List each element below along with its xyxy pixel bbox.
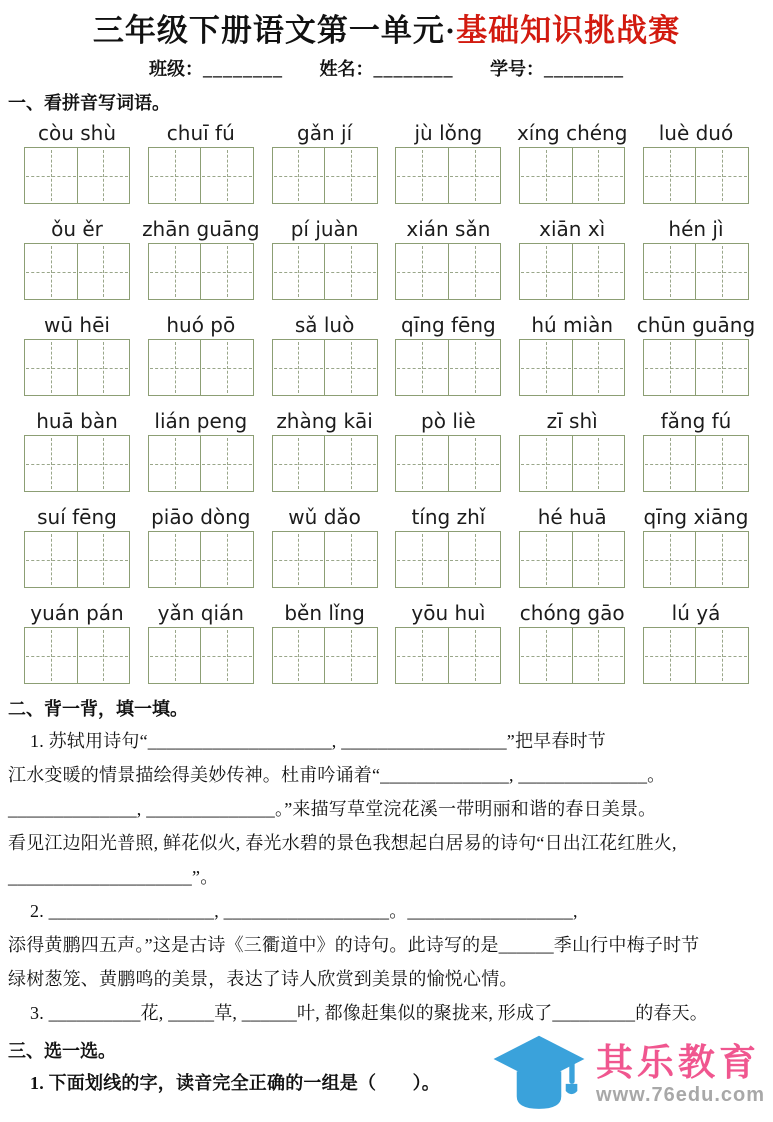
grid-cell — [25, 628, 77, 683]
pinyin-text: xíng chéng — [516, 121, 628, 145]
writing-grid — [395, 531, 501, 588]
pinyin-word-group — [24, 312, 130, 396]
pinyin-text: zī shì — [546, 409, 598, 433]
grid-cell — [200, 244, 253, 299]
grid-cell — [324, 436, 377, 491]
writing-grid — [272, 243, 378, 300]
writing-grid — [148, 147, 254, 204]
writing-grid — [148, 339, 254, 396]
pinyin-word-group — [148, 408, 254, 492]
section-1-heading: 一、看拼音写词语。 — [8, 93, 170, 113]
grid-cell — [77, 532, 130, 587]
writing-grid — [643, 243, 749, 300]
question-line: 2. __________________, __________________。__________________, — [30, 901, 578, 921]
pinyin-section — [24, 120, 756, 684]
id-label: 学号： — [490, 59, 544, 79]
pinyin-text: běn lǐng — [284, 601, 365, 625]
writing-grid — [272, 435, 378, 492]
pinyin-text: zhān guāng — [142, 217, 260, 241]
writing-grid — [272, 531, 378, 588]
pinyin-row — [24, 504, 749, 588]
pinyin-word-group — [395, 504, 501, 588]
pinyin-word-group — [519, 408, 625, 492]
pinyin-row — [24, 312, 756, 396]
grid-cell — [149, 436, 201, 491]
writing-grid — [24, 243, 130, 300]
pinyin-text: chūn guāng — [636, 313, 756, 337]
grid-cell — [520, 244, 572, 299]
question-line: 1. 苏轼用诗句“____________________, __________________”把早春时节 — [30, 731, 606, 751]
pinyin-word-group — [519, 600, 625, 684]
grid-cell — [695, 340, 748, 395]
writing-grid — [395, 339, 501, 396]
writing-grid — [272, 147, 378, 204]
grid-cell — [396, 340, 448, 395]
writing-grid — [395, 627, 501, 684]
grid-cell — [200, 436, 253, 491]
section-2-body — [8, 724, 765, 1030]
writing-grid — [24, 147, 130, 204]
pinyin-text: pò liè — [421, 409, 476, 433]
pinyin-text: chóng gāo — [519, 601, 625, 625]
pinyin-word-group — [519, 312, 625, 396]
writing-grid — [395, 243, 501, 300]
grid-cell — [695, 532, 748, 587]
grid-cell — [572, 532, 625, 587]
grid-cell — [695, 436, 748, 491]
question-line: ______________, ______________。”来描写草堂浣花溪一带明丽和谐的春日美景。 — [8, 799, 657, 819]
pinyin-text: sǎ luò — [294, 313, 355, 337]
pinyin-word-group — [395, 600, 501, 684]
pinyin-row — [24, 600, 749, 684]
pinyin-word-group — [272, 312, 378, 396]
id-blank: ________ — [544, 59, 624, 79]
writing-grid — [519, 627, 625, 684]
pinyin-text: qīng xiāng — [643, 505, 749, 529]
pinyin-word-group — [643, 408, 749, 492]
grid-cell — [448, 340, 501, 395]
grid-cell — [324, 244, 377, 299]
grid-cell — [149, 244, 201, 299]
grid-cell — [448, 532, 501, 587]
grid-cell — [520, 148, 572, 203]
writing-grid — [519, 147, 625, 204]
pinyin-word-group — [272, 600, 378, 684]
pinyin-text: jù lǒng — [414, 121, 483, 145]
pinyin-word-group — [272, 408, 378, 492]
pinyin-word-group — [148, 504, 254, 588]
pinyin-text: ǒu ěr — [51, 217, 103, 241]
logo — [490, 1032, 765, 1118]
grid-cell — [572, 148, 625, 203]
pinyin-row — [24, 120, 749, 204]
grid-cell — [149, 628, 201, 683]
pinyin-text: zhàng kāi — [276, 409, 373, 433]
pinyin-word-group — [24, 600, 130, 684]
title-prefix: 三年级下册语文第一单元· — [92, 13, 457, 48]
grid-cell — [25, 244, 77, 299]
pinyin-text: fǎng fú — [660, 409, 732, 433]
grid-cell — [396, 244, 448, 299]
section-2-heading: 二、背一背，填一填。 — [8, 699, 188, 719]
grid-cell — [520, 532, 572, 587]
pinyin-text: xiān xì — [539, 217, 606, 241]
pinyin-word-group — [24, 120, 130, 204]
writing-grid — [24, 339, 130, 396]
pinyin-word-group — [643, 600, 749, 684]
question-line: ____________________”。 — [8, 867, 219, 887]
writing-grid — [148, 531, 254, 588]
pinyin-text: xián sǎn — [406, 217, 491, 241]
writing-grid — [643, 435, 749, 492]
pinyin-text: gǎn jí — [297, 121, 353, 145]
pinyin-word-group — [272, 216, 378, 300]
writing-grid — [643, 531, 749, 588]
pinyin-word-group — [24, 504, 130, 588]
pinyin-row — [24, 216, 749, 300]
grid-cell — [273, 340, 325, 395]
grid-cell — [520, 340, 572, 395]
pinyin-word-group — [643, 216, 749, 300]
writing-grid — [643, 339, 749, 396]
grid-cell — [695, 244, 748, 299]
writing-grid — [643, 147, 749, 204]
grid-cell — [644, 244, 696, 299]
grid-cell — [324, 148, 377, 203]
grid-cell — [644, 340, 696, 395]
grid-cell — [520, 436, 572, 491]
pinyin-word-group — [395, 120, 501, 204]
grid-cell — [25, 340, 77, 395]
writing-grid — [148, 243, 254, 300]
pinyin-word-group — [516, 120, 628, 204]
class-label: 班级： — [149, 59, 203, 79]
pinyin-text: chuī fú — [166, 121, 235, 145]
grid-cell — [520, 628, 572, 683]
grid-cell — [644, 532, 696, 587]
pinyin-word-group — [24, 216, 130, 300]
pinyin-word-group — [636, 312, 756, 396]
writing-grid — [272, 339, 378, 396]
question-line: 1. 下面划线的字，读音完全正确的一组是（ ）。 — [30, 1073, 440, 1093]
grid-cell — [77, 148, 130, 203]
grid-cell — [273, 628, 325, 683]
pinyin-text: hén jì — [668, 217, 724, 241]
writing-grid — [24, 531, 130, 588]
grid-cell — [200, 628, 253, 683]
question-line: 绿树葱笼、黄鹏鸣的美景，表达了诗人欣赏到美景的愉悦心情。 — [8, 969, 518, 989]
pinyin-word-group — [643, 120, 749, 204]
pinyin-word-group — [148, 600, 254, 684]
pinyin-text: lián peng — [154, 409, 248, 433]
pinyin-word-group — [148, 120, 254, 204]
grid-cell — [324, 628, 377, 683]
pinyin-row — [24, 408, 749, 492]
pinyin-text: hú miàn — [531, 313, 614, 337]
grid-cell — [644, 148, 696, 203]
grid-cell — [324, 532, 377, 587]
grid-cell — [77, 628, 130, 683]
grid-cell — [448, 436, 501, 491]
grid-cell — [273, 436, 325, 491]
grid-cell — [644, 436, 696, 491]
grid-cell — [200, 148, 253, 203]
pinyin-text: còu shù — [37, 121, 117, 145]
pinyin-text: huā bàn — [36, 409, 118, 433]
grid-cell — [149, 148, 201, 203]
grid-cell — [25, 436, 77, 491]
section-3-heading: 三、选一选。 — [8, 1041, 116, 1061]
writing-grid — [519, 243, 625, 300]
pinyin-text: piāo dòng — [151, 505, 251, 529]
pinyin-word-group — [148, 312, 254, 396]
pinyin-word-group — [395, 408, 501, 492]
grid-cell — [396, 532, 448, 587]
writing-grid — [395, 435, 501, 492]
pinyin-text: huó pō — [166, 313, 236, 337]
grid-cell — [695, 628, 748, 683]
logo-brand: 其乐教育 — [596, 1042, 761, 1083]
grid-cell — [77, 244, 130, 299]
grid-cell — [396, 436, 448, 491]
class-blank: ________ — [203, 59, 283, 79]
pinyin-text: luè duó — [658, 121, 734, 145]
writing-grid — [148, 627, 254, 684]
logo-text — [596, 1043, 765, 1107]
writing-grid — [395, 147, 501, 204]
id-field — [490, 59, 624, 79]
grid-cell — [572, 436, 625, 491]
pinyin-word-group — [395, 216, 501, 300]
name-label: 姓名： — [319, 59, 374, 79]
student-info — [0, 56, 773, 82]
pinyin-text: pí juàn — [290, 217, 359, 241]
grid-cell — [396, 148, 448, 203]
pinyin-text: qīng fēng — [401, 313, 496, 337]
grid-cell — [77, 436, 130, 491]
page-title — [0, 0, 773, 51]
pinyin-text: yuán pán — [30, 601, 124, 625]
pinyin-word-group — [519, 216, 625, 300]
grid-cell — [644, 628, 696, 683]
grid-cell — [149, 340, 201, 395]
pinyin-word-group — [395, 312, 501, 396]
writing-grid — [148, 435, 254, 492]
grid-cell — [200, 340, 253, 395]
grid-cell — [200, 532, 253, 587]
writing-grid — [643, 627, 749, 684]
grid-cell — [77, 340, 130, 395]
writing-grid — [519, 531, 625, 588]
grid-cell — [149, 532, 201, 587]
pinyin-text: yōu huì — [411, 601, 486, 625]
grid-cell — [25, 148, 77, 203]
name-blank: ________ — [373, 59, 454, 79]
logo-url: www.76edu.com — [596, 1084, 765, 1106]
pinyin-word-group — [272, 504, 378, 588]
title-highlight: 基础知识挑战赛 — [456, 13, 681, 48]
pinyin-text: wǔ dǎo — [288, 505, 361, 529]
grid-cell — [273, 244, 325, 299]
grid-cell — [25, 532, 77, 587]
question-line: 添得黄鹏四五声。”这是古诗《三衢道中》的诗句。此诗写的是______季山行中梅子时节 — [8, 935, 700, 955]
pinyin-text: hé huā — [537, 505, 607, 529]
grid-cell — [273, 532, 325, 587]
writing-grid — [519, 435, 625, 492]
name-field — [320, 59, 454, 79]
grid-cell — [448, 148, 501, 203]
grid-cell — [572, 628, 625, 683]
grid-cell — [273, 148, 325, 203]
grid-cell — [572, 244, 625, 299]
pinyin-text: tíng zhǐ — [411, 505, 486, 529]
grid-cell — [324, 340, 377, 395]
pinyin-word-group — [643, 504, 749, 588]
pinyin-word-group — [519, 504, 625, 588]
class-field — [149, 59, 283, 79]
pinyin-text: lú yá — [671, 601, 721, 625]
pinyin-text: wū hēi — [44, 313, 110, 337]
writing-grid — [24, 435, 130, 492]
question-line: 3. __________花, _____草, ______叶, 都像赶集似的聚拢来, 形成了_________的春天。 — [30, 1003, 708, 1023]
pinyin-word-group — [142, 216, 260, 300]
pinyin-text: yǎn qián — [157, 601, 244, 625]
writing-grid — [272, 627, 378, 684]
grid-cell — [572, 340, 625, 395]
writing-grid — [519, 339, 625, 396]
grid-cell — [448, 244, 501, 299]
writing-grid — [24, 627, 130, 684]
pinyin-word-group — [272, 120, 378, 204]
pinyin-text: suí fēng — [37, 505, 117, 529]
pinyin-word-group — [24, 408, 130, 492]
question-line: 江水变暖的情景描绘得美妙传神。杜甫吟诵着“______________, ______________。 — [8, 765, 666, 785]
grid-cell — [695, 148, 748, 203]
grid-cell — [396, 628, 448, 683]
graduation-cap-icon — [490, 1032, 588, 1118]
question-line: 看见江边阳光普照, 鲜花似火, 春光水碧的景色我想起白居易的诗句“日出江花红胜火, — [8, 833, 677, 853]
grid-cell — [448, 628, 501, 683]
